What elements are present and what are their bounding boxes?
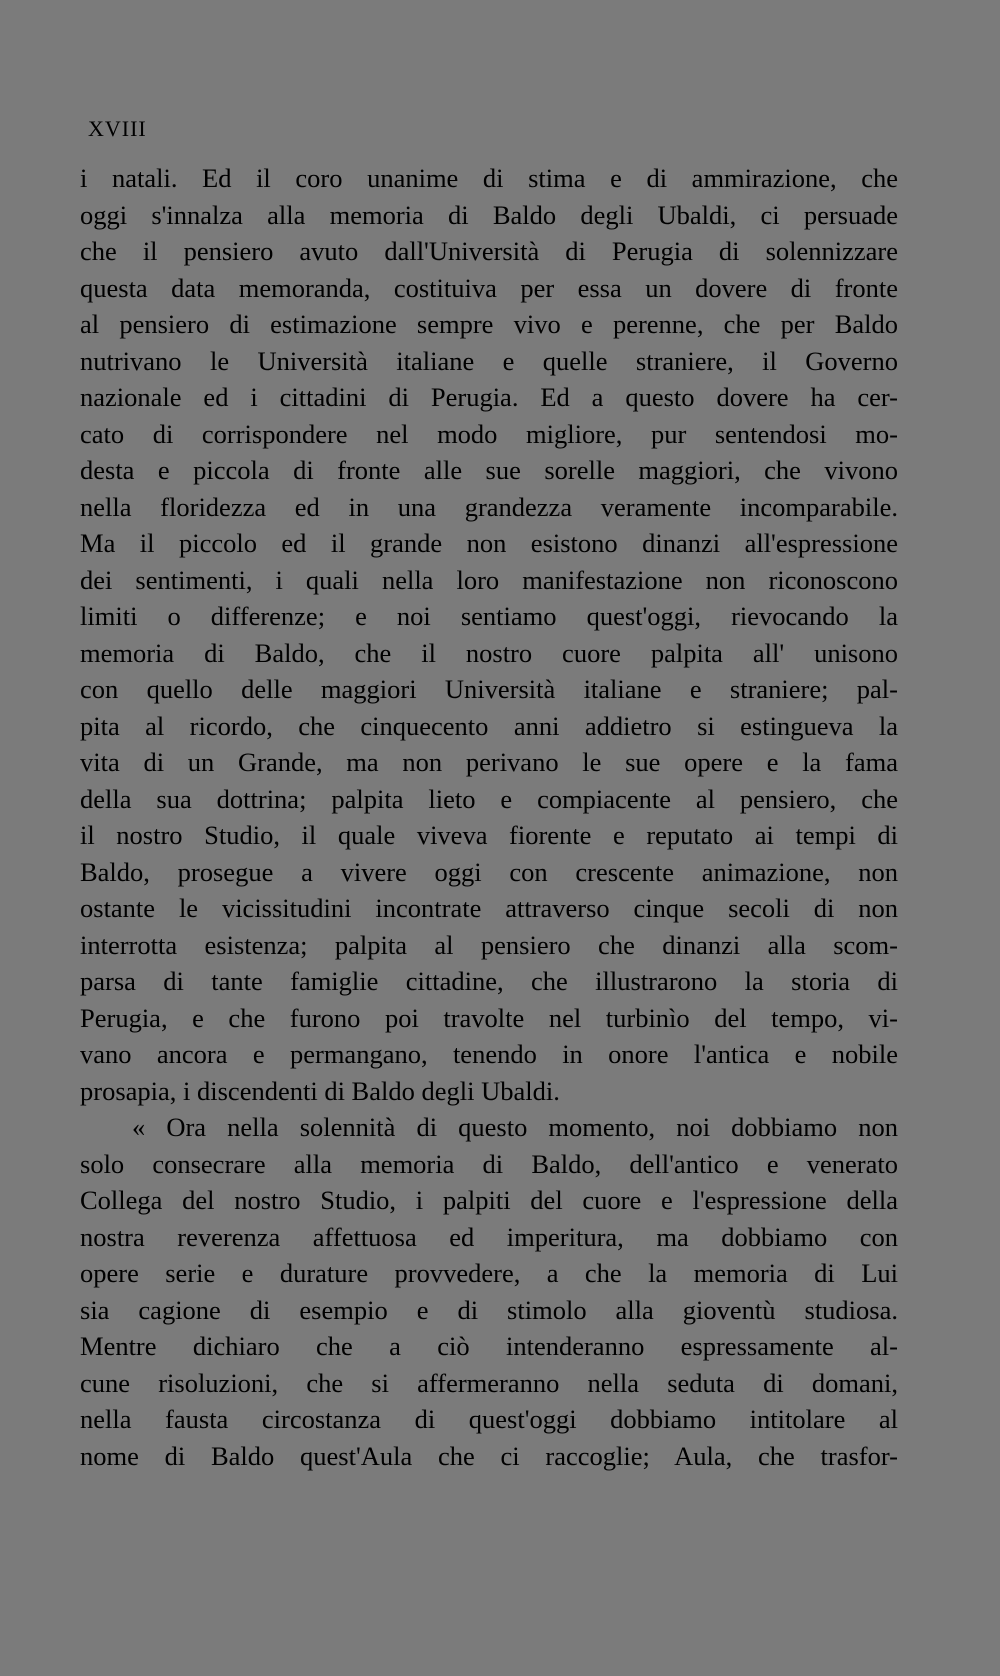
text-line: questa data memoranda, costituiva per essa un dovere di fronte	[80, 272, 898, 303]
text-line: Perugia, e che furono poi travolte nel turbinìo del tempo, vi-	[80, 1002, 898, 1033]
text-line: oggi s'innalza alla memoria di Baldo degli Ubaldi, ci persuade	[80, 199, 898, 230]
text-line: solo consecrare alla memoria di Baldo, dell'antico e venerato	[80, 1148, 898, 1179]
text-line: che il pensiero avuto dall'Università di Perugia di solennizzare	[80, 236, 898, 266]
paragraph-2	[80, 1109, 898, 1474]
text-line: parsa di tante famiglie cittadine, che illustrarono la storia di	[80, 966, 898, 996]
text-line: nella fausta circostanza di quest'oggi dobbiamo intitolare al	[80, 1404, 898, 1434]
text-line: vano ancora e permangano, tenendo in onore l'antica e nobile	[80, 1039, 898, 1069]
text-line: interrotta esistenza; palpita al pensiero che dinanzi alla scom-	[80, 929, 898, 960]
text-line: Mentre dichiaro che a ciò intenderanno espressamente al-	[80, 1331, 898, 1361]
page-number: XVIII	[88, 116, 147, 141]
text-line: nazionale ed i cittadini di Perugia. Ed a questo dovere ha cer-	[80, 382, 898, 412]
text-line: cune risoluzioni, che si affermeranno nella seduta di domani,	[80, 1367, 898, 1398]
text-line: « Ora nella solennità di questo momento, noi dobbiamo non	[132, 1112, 898, 1142]
text-line: cato di corrispondere nel modo migliore, pur sentendosi mo-	[80, 418, 898, 449]
text-line: Collega del nostro Studio, i palpiti del cuore e l'espressione della	[80, 1185, 898, 1215]
text-line: nostra reverenza affettuosa ed imperitura, ma dobbiamo con	[80, 1221, 898, 1252]
text-line: nome di Baldo quest'Aula che ci raccoglie; Aula, che trasfor-	[80, 1440, 898, 1471]
text-line: il nostro Studio, il quale viveva fiorente e reputato ai tempi di	[80, 820, 898, 850]
text-line: Baldo, prosegue a vivere oggi con crescente animazione, non	[80, 856, 898, 887]
text-line: della sua dottrina; palpita lieto e compiacente al pensiero, che	[80, 783, 898, 814]
text-line: nella floridezza ed in una grandezza veramente incomparabile.	[80, 491, 898, 522]
text-line: opere serie e durature provvedere, a che la memoria di Lui	[80, 1258, 898, 1288]
text-line: i natali. Ed il coro unanime di stima e di ammirazione, che	[80, 163, 898, 193]
text-line: con quello delle maggiori Università italiane e straniere; pal-	[80, 674, 898, 704]
body-text	[80, 160, 898, 1474]
text-line: prosapia, i discendenti di Baldo degli Ubaldi.	[80, 1075, 560, 1106]
text-line: ostante le vicissitudini incontrate attraverso cinque secoli di non	[80, 893, 898, 923]
text-line: vita di un Grande, ma non perivano le sue opere e la fama	[80, 747, 898, 777]
text-line: memoria di Baldo, che il nostro cuore palpita all' unisono	[80, 637, 898, 668]
text-line: sia cagione di esempio e di stimolo alla gioventù studiosa.	[80, 1294, 898, 1325]
text-line: Ma il piccolo ed il grande non esistono dinanzi all'espressione	[80, 528, 898, 558]
text-line: desta e piccola di fronte alle sue sorelle maggiori, che vivono	[80, 455, 898, 485]
text-line: al pensiero di estimazione sempre vivo e perenne, che per Baldo	[80, 309, 898, 339]
text-line: limiti o differenze; e noi sentiamo quest'oggi, rievocando la	[80, 601, 898, 631]
text-line: dei sentimenti, i quali nella loro manifestazione non riconoscono	[80, 564, 898, 595]
text-line: pita al ricordo, che cinquecento anni addietro si estingueva la	[80, 710, 898, 741]
paragraph-1	[80, 160, 898, 1109]
text-line: nutrivano le Università italiane e quelle straniere, il Governo	[80, 345, 898, 376]
